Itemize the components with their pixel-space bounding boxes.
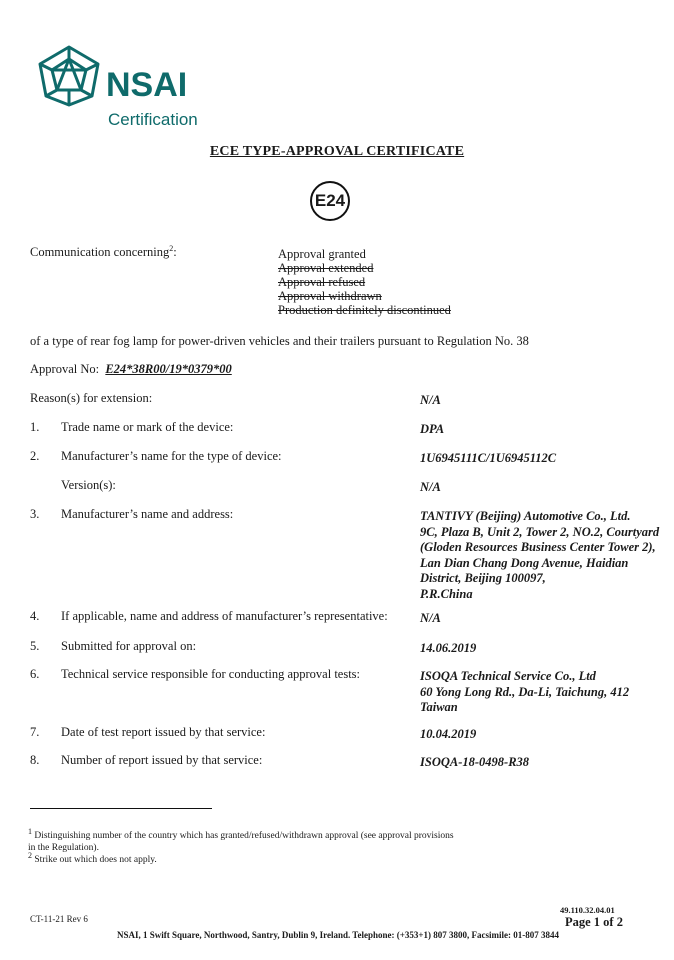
item-value: 14.06.2019 xyxy=(420,641,477,655)
country-badge: E24 xyxy=(310,181,350,221)
address-line: P.R.China xyxy=(420,586,473,601)
item-label: Number of report issued by that service: xyxy=(61,753,263,767)
item-number: 8. xyxy=(30,753,40,767)
item-value: N/A xyxy=(420,480,441,494)
item-label: Trade name or mark of the device: xyxy=(61,420,234,434)
approval-number-value: E24*38R00/19*0379*00 xyxy=(105,362,232,376)
item-value: N/A xyxy=(420,611,441,625)
option-production-discontinued: Production definitely discontinued xyxy=(278,303,451,317)
item-label: Submitted for approval on: xyxy=(61,639,197,653)
nsai-logo xyxy=(34,44,204,134)
technical-service xyxy=(420,669,629,716)
option-approval-refused: Approval refused xyxy=(278,275,366,289)
item-label: Technical service responsible for conducting approval tests: xyxy=(61,667,361,681)
service-line: 60 Yong Long Rd., Da-Li, Taichung, 412 xyxy=(420,684,630,699)
communication-label: Communication concerning$^2$: xyxy=(30,244,177,260)
item-label: If applicable, name and address of manufacturer’s representative: xyxy=(61,609,388,623)
option-approval-withdrawn: Approval withdrawn xyxy=(278,289,382,303)
address-line: Lan Dian Chang Dong Avenue, Haidian xyxy=(420,555,629,570)
item-number: 6. xyxy=(30,667,40,681)
brand-name: NSAI xyxy=(106,66,188,104)
item-number: 4. xyxy=(30,609,40,623)
option-approval-extended: Approval extended xyxy=(278,261,374,275)
approval-number-row xyxy=(30,362,232,377)
service-line: ISOQA Technical Service Co., Ltd xyxy=(420,669,596,683)
address-line: TANTIVY (Beijing) Automotive Co., Ltd. xyxy=(420,509,631,523)
footnote-divider xyxy=(30,808,212,809)
geodesic-logo-icon xyxy=(34,44,104,108)
item-value: ISOQA-18-0498-R38 xyxy=(420,755,530,769)
item-number: 2. xyxy=(30,449,40,463)
address-line: District, Beijing 100097, xyxy=(420,571,546,585)
footnote-2: $^2$ Strike out which does not apply. xyxy=(28,851,157,866)
footer-address: NSAI, 1 Swift Square, Northwood, Santry, Dublin 9, Ireland. Telephone: (+353+1) 807 3800, Facsimile: 01-807 3844 xyxy=(117,930,559,940)
item-number: 3. xyxy=(30,507,40,521)
document-code: 49.110.32.04.01 xyxy=(560,905,615,915)
service-line: Taiwan xyxy=(420,700,458,714)
page-number: Page 1 of 2 xyxy=(565,915,623,929)
brand-subtitle: Certification xyxy=(108,110,198,129)
footnote-1: $^1$ Distinguishing number of the country which has granted/refused/withdrawn approval (see approval provisions in the Regulation). xyxy=(28,827,454,853)
item-value: 1U6945111C/1U6945112C xyxy=(420,451,557,465)
item-value: 10.04.2019 xyxy=(420,727,477,741)
manufacturer-address xyxy=(420,509,659,602)
item-number: 5. xyxy=(30,639,40,653)
reason-value: N/A xyxy=(420,393,441,407)
item-label: Manufacturer’s name and address: xyxy=(61,507,234,521)
item-value: DPA xyxy=(420,422,445,436)
item-label: Version(s): xyxy=(61,478,116,492)
item-number: 7. xyxy=(30,725,40,739)
communication-options xyxy=(278,247,451,317)
item-label: Date of test report issued by that service: xyxy=(61,725,266,739)
option-approval-granted: Approval granted xyxy=(278,247,366,261)
type-statement: of a type of rear fog lamp for power-driven vehicles and their trailers pursuant to Regulation No. 38 xyxy=(30,334,529,348)
document-title: ECE TYPE-APPROVAL CERTIFICATE xyxy=(209,144,465,159)
item-number: 1. xyxy=(30,420,40,434)
approval-number-label: Approval No: xyxy=(30,362,100,376)
reason-label: Reason(s) for extension: xyxy=(30,391,153,405)
form-code: CT-11-21 Rev 6 xyxy=(30,914,88,924)
address-line: (Gloden Resources Business Center Tower 2), xyxy=(420,540,656,554)
address-line: 9C, Plaza B, Unit 2, Tower 2, NO.2, Courtyard xyxy=(420,524,660,539)
item-label: Manufacturer’s name for the type of device: xyxy=(61,449,282,463)
